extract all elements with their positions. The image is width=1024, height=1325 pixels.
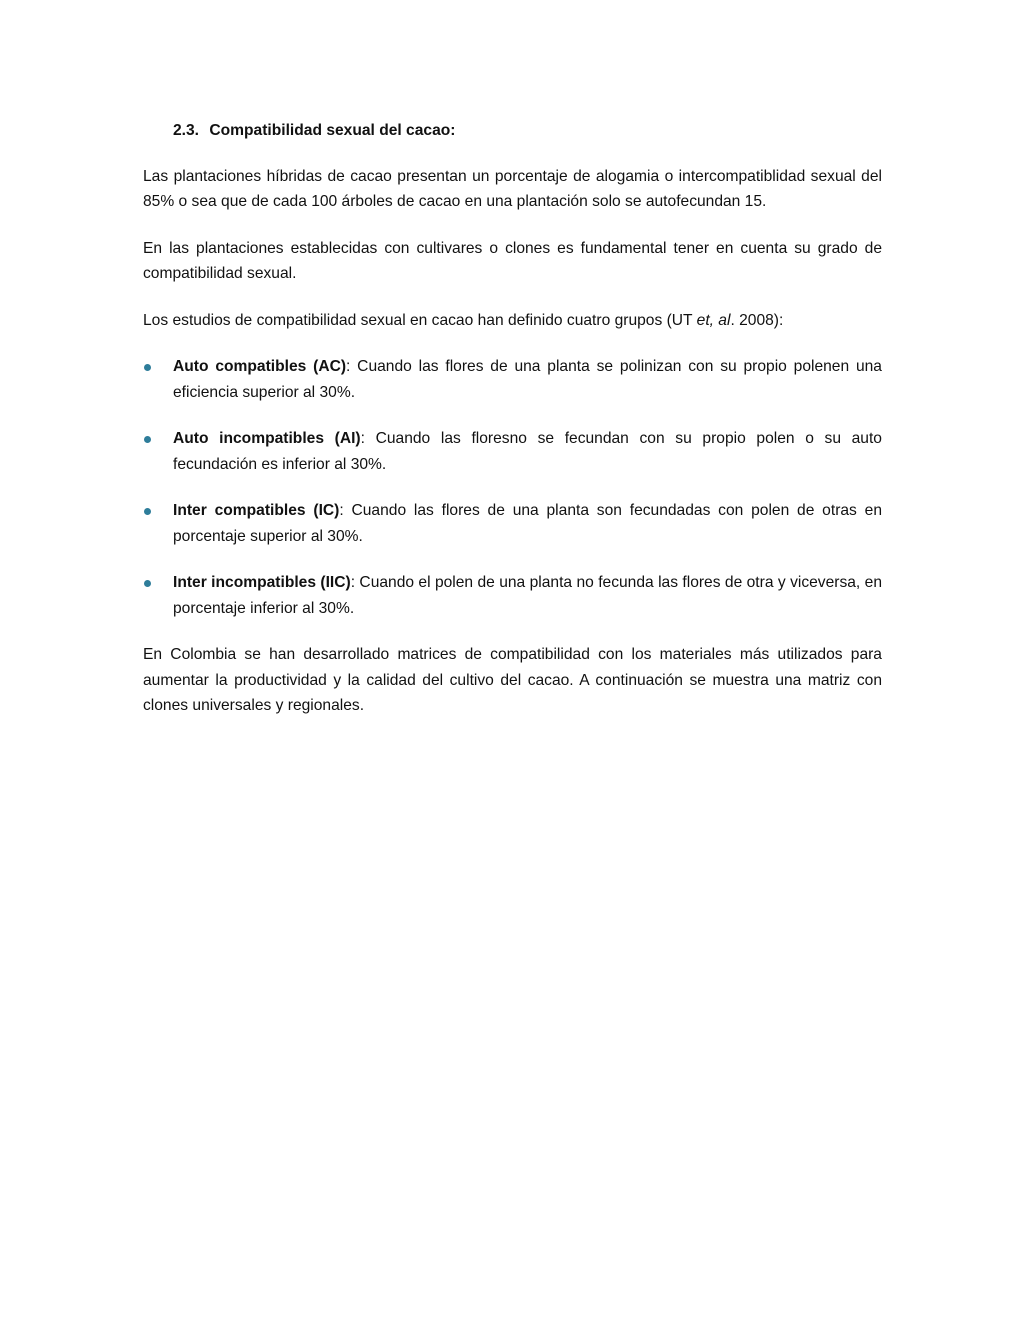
group-term: Inter compatibles (IC) — [173, 502, 340, 519]
document-page — [143, 118, 882, 740]
group-description: : Cuando las flores de una planta se polinizan con su propio polenen una eficiencia superior al 30%. — [173, 358, 882, 401]
section-heading — [173, 118, 882, 144]
citation-italic: et, al — [696, 311, 731, 329]
group-description: : Cuando las floresno se fecundan con su propio polen o su auto fecundación es inferior al 30%. — [173, 430, 882, 473]
group-term: Auto incompatibles (AI) — [173, 430, 361, 447]
list-item — [143, 354, 882, 405]
group-term: Inter incompatibles (IIC) — [173, 574, 351, 591]
bullet-icon — [144, 364, 151, 371]
list-item — [143, 426, 882, 477]
list-item — [143, 570, 882, 621]
paragraph-alogamia: Las plantaciones híbridas de cacao presentan un porcentaje de alogamia o intercompatiblidad sexual del 85% o sea que de cada 100 árboles de cacao en una plantación solo se autofecundan 15. — [143, 167, 882, 210]
group-description: : Cuando las flores de una planta son fecundadas con polen de otras en porcentaje superior al 30%. — [173, 502, 882, 545]
section-number: 2.3. — [173, 122, 200, 139]
paragraph-colombia: En Colombia se han desarrollado matrices de compatibilidad con los materiales más utilizados para aumentar la productividad y la calidad del cultivo del cacao. A continuación se muestra una matriz con clones universales y regionales. — [143, 646, 882, 714]
group-term: Auto compatibles (AC) — [173, 358, 347, 375]
compatibility-groups-list — [143, 354, 882, 621]
paragraph-plantaciones: En las plantaciones establecidas con cultivares o clones es fundamental tener en cuenta su grado de compatibilidad sexual. — [143, 239, 882, 282]
paragraph-estudios-text: Los estudios de compatibilidad sexual en cacao han definido cuatro grupos (UT — [143, 311, 697, 329]
paragraph-estudios — [143, 308, 882, 334]
list-item — [143, 498, 882, 549]
group-description: : Cuando el polen de una planta no fecunda las flores de otra y viceversa, en porcentaje inferior al 30%. — [173, 574, 882, 617]
bullet-icon — [144, 508, 151, 515]
bullet-icon — [144, 436, 151, 443]
paragraph-estudios-end: . 2008): — [730, 311, 784, 329]
section-title: Compatibilidad sexual del cacao: — [209, 122, 456, 139]
bullet-icon — [144, 580, 151, 587]
